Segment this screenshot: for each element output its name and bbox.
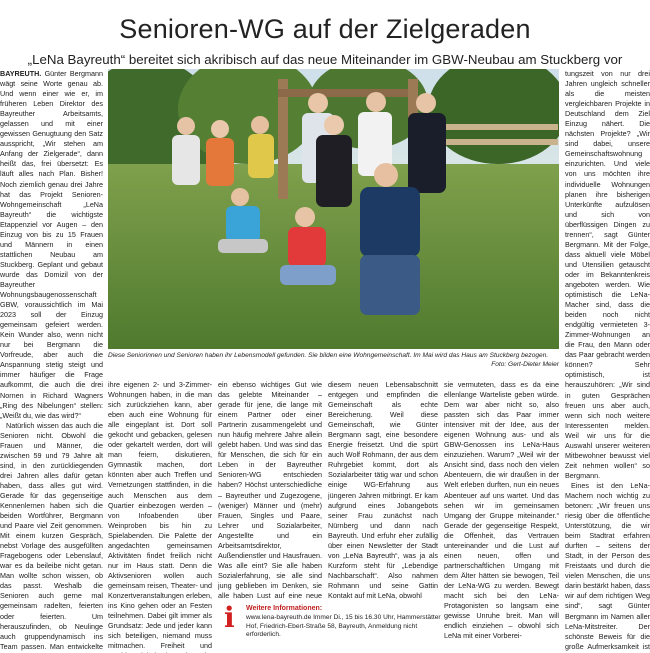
- photo-credit: Foto: Gert-Dieter Meier: [491, 361, 559, 368]
- photo-caption: [108, 351, 559, 369]
- dateline: BAYREUTH.: [0, 69, 42, 78]
- article-photo: [108, 69, 559, 349]
- column-5-text: sie vermuteten, dass es da eine ellenlange Warteliste geben würde. Dem war aber nicht so, also passten sich das Paar immer intensiver mit der Idee, aus der eigenen Wohnung aus- und als GBW-Genossen ins LeNa-Haus einzuziehen. Warum? „Weil wir der Ansicht sind, dass noch den vielen Abenteuern, die wir draußen in der Welt erleben durften, nun ein neues Abenteuer auf uns wartet. Und das sehen wir im gemeinsamen Umgang der Gruppe miteinander.“ Gerade der gegenseitige Respekt, die Offenheit, das Vertrauen untereinander und die Lust auf einen neuen, offen und partnerschaftlichen Umgang mit dem Älter hätten sie bewogen, Teil der LeNa-WG zu werden. Bewegt macht sich bei den LeNa-Protagonisten so langsam eine gewisse Unruhe breit. Man will endlich einziehen – obwohl sich LeNa mit einer Vorberei-: [444, 380, 559, 641]
- column-1-paragraph-2: Natürlich wissen das auch die Senioren nicht. Obwohl die Frauen und Männer, die zwischen 59 und 79 Jahre alt sind, in den zurückliegenden drei Jahren alles dafür getan haben, dass alles gut wird. Gerade für das gegenseitige Kennenlernen haben sich die beiden Wortführer, Bergmann und Paare viel Zeit genommen. Mit einem kurzen Gespräch, nebst Vorlage des ausgefüllten Fragebogens oder Lebenslauf, war es da beileibe nicht getan. Man wollte schon wissen, ob das passt. Weshalb die Senioren auch gerne mal gemeinsam radelten, feierten oder feierten. Um herauszufinden, ob Neulinge auch gruppendynamisch ins Team passen. Man entwickelte: [0, 420, 103, 651]
- article-column-2: [108, 380, 212, 653]
- column-6-paragraph-1: tungszeit von nur drei Jahren ungleich schneller als die meisten vergleichbaren Projekte in Deutschland dem Ziel Einzug nähert. Die nächsten Projekte? „Wir sind dabei, unsere Gemeinschaftswohnung einzurichten. Und viele von uns möchten ihre individuelle Wohnungen planen ihre bisherigen Unterkünfte aufzulösen und sich von überflüssigen Dingen zu trennen“, sagt Günter Bergmann. Mit der Folge, dass aktuell viele Möbel und Utensilien getauscht oder im Bekanntenkreis angeboten werden. Wie optimistisch die LeNa-Macher sind, dass die beiden noch nicht endgültig vermieteten 3-Zimmer-Wohnungen an die Frau, den Mann oder das Paar gebracht werden können? Sehr optimistisch, ist herauszuhören: „Wir sind in guten Gesprächen freuen uns aber auch, wenn sich noch weitere Interessenten melden. Weil wir uns für die Auswahl unserer weiteren Mitbewohner bewusst viel Zeit nehmen wollen“ so Bergmann.: [565, 69, 650, 480]
- article-column-5: [444, 380, 559, 653]
- column-3-text: ein ebenso wichtiges Gut wie das gelebte Miteinander – gerade für jene, die lange mit einem Partner oder einer Partnerin zusammengelebt und nun häufig mehrere Jahre allein gelebt haben. Und was sind das für Menschen, die sich für ein Leben in der Bayreuther Senioren-WG entschieden haben? Höchst unterschiedliche – Bayreuther und Zugezogene, (weniger) Männer und (mehr) Frauen, Singles und Paare, Lehrer und Sozialarbeiter, Angestellte und ein Arbeitsamtsdirektor, Außendienstler und Hausfrauen. Was alle eint? Sie alle haben Sozialerfahrung, sie alle sind jung geblieben im Denken, sie alle haben Lust auf eine neue: [218, 380, 322, 600]
- column-6-paragraph-2: Eines ist den LeNa-Machern noch wichtig zu betonen: „Wir freuen uns riesig über die öffentliche Unterstützung, die wir beim Stadtrat erfahren durften – seitens der Stadt, in der Person des Freistaats und durch die vielen Menschen, die uns darin bestärkt haben, dass wir auf dem richtigen Weg sind“, sagt Günter Bergmann im Namen aller LeNa-Mitstreiter. Der schönste Beweis für die große Aufmerksamkeit ist: [565, 480, 650, 651]
- column-1-paragraph-1: Günter Bergmann wägt seine Worte genau ab. Und wenn einer wie er, im früheren Leben Direktor des Bayreuther Arbeitsamts, gelassen und mit einer gewissen Genugtuung den Satz ausspricht, „Wir stehen am Anfang der Zielgerade“, dann heißt das, frei übersetzt: Es läuft alles nach Plan. Bisher! Noch ziemlich genau drei Jahre hat das Projekt Senioren-Wohngemeinschaft „LeNa Bayreuth“ die wichtigste Etappenziel vor Augen – den Einzug von bis zu 15 Frauen und Männern in einen stattlichen Neubau am Stuckberg. Geplant und gebaut wurde das Domizil von der Bayreuther Wohnungsbaugenossenschaft GBW, voraussichtlich im Mai 2023 soll der Einzug gemeinsam gefeiert werden. Kein Wunder also, wenn nicht nur bei Bergmann die Vorfreude, aber auch die Anspannung stetig steigt und immer häufiger die Frage aufkommt, die auch die drei Nornen in Richard Wagners „Ring des Nibelungen“ stellen: „Weißt du, wie das wird?“: [0, 69, 103, 420]
- column-4-text: diesem neuen Lebensabschnitt entgegen und empfinden die Gemeinschaft als echte Bereicherung. Weil diese Gemeinschaft, wie Günter Bergmann sagt, eine besondere Energie freisetzt. Und die spürt auch Wolf Rohmann, der aus dem Ruhrgebiet kommt, dort als Sozialarbeiter tätig war und schon einige WG-Erfahrung aus jüngeren Jahren mitbringt. Er kam aufgrund eines Jobangebots seiner Frau zunächst nach Nürnberg und dann nach Bayreuth. Und erfuhr eher zufällig über einen Newsletter der Stadt von „LeNa Bayreuth“, was ja als Kurzform steht für „Lebendige Nachbarschaft“. Also nahmen Rohmann und seine Gattin Kontakt auf mit LeNa, obwohl: [328, 380, 438, 600]
- article-subheadline: „LeNa Bayreuth“ bereitet sich akribisch auf das neue Miteinander im GBW-Neubau am Stuckberg vor: [27, 52, 623, 67]
- column-2-text: ihre eigenen 2- und 3-Zimmer-Wohnungen haben, in die man sich zurückziehen kann, aber eben auch eine Wohnung für alle eingeplant ist. Dort soll gekocht und gebacken, gelesen oder gekartelt werden, dort will man feiern, diskutieren, Gymnastik machen, dort könnten aber auch Treffen und Vernetzungen stattfinden, in die auch Menschen aus dem Quartier einbezogen werden – von Infoabenden über Weinproben bis hin zu Spielabenden. Die Palette der angedachten gemeinsamen Aktivitäten findet freilich nicht nur im Haus statt. Denn die Aktivsenioren wollen auch gemeinsam reisen, Theater- und Konzertveranstaltungen erleben, ins Kino gehen oder an Festen teilnehmen. Dabei gilt immer als Grundsatz: Jede und jeder kann sich beteiligen, niemand muss mitmachen. Freiheit und: [108, 380, 212, 651]
- info-box-title: Weitere Informationen:: [246, 605, 323, 612]
- article-column-4: [328, 380, 438, 600]
- article-column-1: [0, 69, 103, 653]
- group-photo-image: [108, 69, 559, 349]
- info-box-text: www.lena-bayreuth.de Immer Di., 15 bis 16.30 Uhr, Hammerstätter Hof, Friedrich-Ebert-Straße 58, Bayreuth, Anmeldung nicht erforderlich.: [246, 614, 441, 639]
- article-column-6: [565, 69, 650, 653]
- article-headline: Senioren-WG auf der Zielgeraden: [119, 14, 531, 44]
- info-box: [218, 603, 448, 651]
- article-column-3: [218, 380, 322, 600]
- info-icon: i: [224, 601, 235, 634]
- caption-text: Diese Seniorinnen und Senioren haben ihr Lebensmodell gefunden. Sie bilden eine Wohngemeinschaft. Im Mai wird das Haus am Stuckberg bezogen.: [108, 352, 549, 359]
